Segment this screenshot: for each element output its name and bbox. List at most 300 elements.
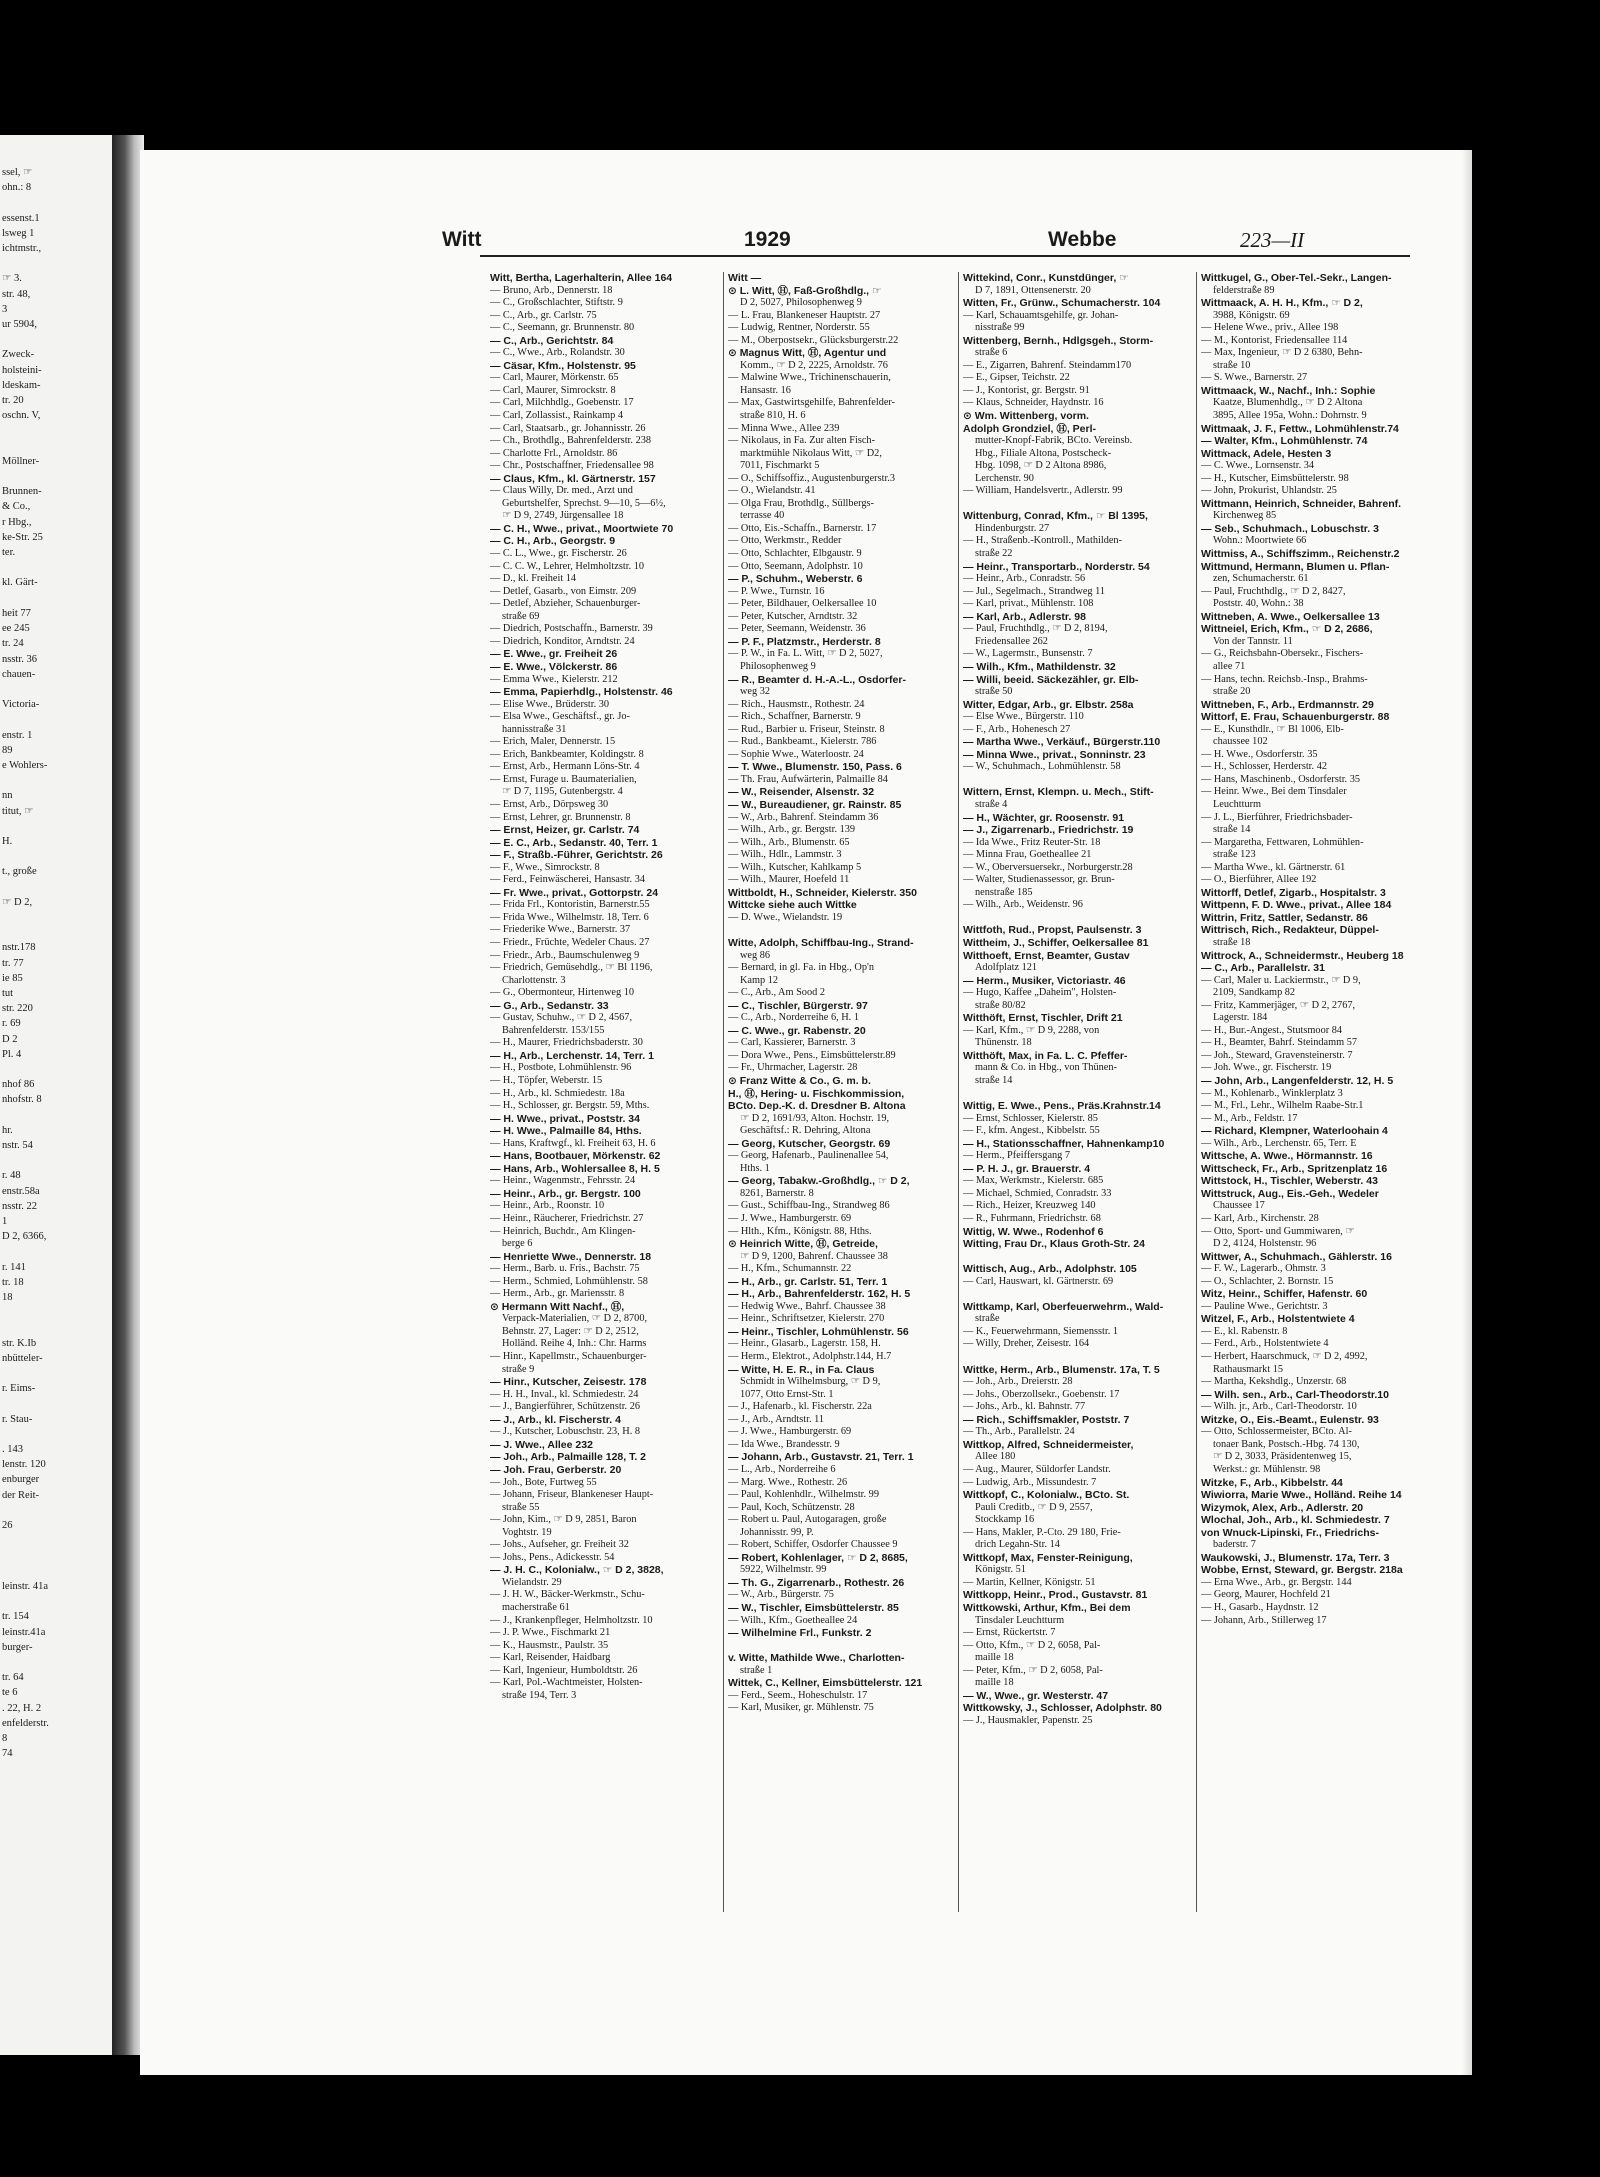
left-page-fragment: H. <box>2 835 13 847</box>
directory-entry: — Erich, Maler, Dennerstr. 15 <box>490 736 616 748</box>
page-edge-shadow <box>1462 150 1472 2075</box>
directory-entry: Wittpenn, F. D. Wwe., privat., Allee 184 <box>1201 899 1392 912</box>
left-page-fragment: lenstr. 120 <box>2 1459 46 1471</box>
directory-entry: — Otto, Sport- und Gummiwaren, ☞ <box>1201 1225 1355 1237</box>
left-page-fragment: nhofstr. 8 <box>2 1094 42 1106</box>
directory-entry: Geburtshelfer, Sprechst. 9—10, 5—6½, <box>502 497 666 509</box>
directory-entry: Kamp 12 <box>740 974 779 986</box>
directory-entry: Philosophenweg 9 <box>740 660 816 672</box>
directory-entry: — Hans, Bootbauer, Mörkenstr. 62 <box>490 1150 661 1163</box>
directory-entry: Wittkop, Alfred, Schneidermeister, <box>963 1438 1134 1451</box>
directory-entry: — J., Zigarrenarb., Friedrichstr. 19 <box>963 824 1134 837</box>
directory-entry: — Peter, Kutscher, Arndtstr. 32 <box>728 610 858 622</box>
directory-entry: — Wilh., Arb., gr. Bergstr. 139 <box>728 824 856 836</box>
directory-entry: — F., Straßb.-Führer, Gerichtstr. 26 <box>490 849 663 862</box>
directory-entry: — J. P. Wwe., Fischmarkt 21 <box>490 1627 611 1639</box>
left-page-fragment: ☞ D 2, <box>2 896 33 908</box>
left-facing-page-strip <box>0 135 118 2055</box>
left-page-fragment: enburger <box>2 1474 40 1486</box>
directory-entry: — Claus, Kfm., kl. Gärtnerstr. 157 <box>490 472 656 485</box>
left-page-fragment: titut, ☞ <box>2 805 34 817</box>
left-page-fragment: D 2 <box>2 1033 18 1045</box>
directory-entry: — William, Handelsvertr., Adlerstr. 99 <box>963 485 1123 497</box>
directory-entry: — J. Wwe., Hamburgerstr. 69 <box>728 1213 852 1225</box>
left-page-fragment <box>0 591 112 606</box>
directory-entry: — Witte, H. E. R., in Fa. Claus <box>728 1363 875 1376</box>
directory-entry: mann & Co. in Hbg., von Thünen- <box>975 1062 1117 1074</box>
directory-entry: — E., Zigarren, Bahrenf. Steindamm170 <box>963 359 1132 371</box>
directory-entry: — H., Kfm., Schumannstr. 22 <box>728 1263 852 1275</box>
directory-entry: Witthöft, Max, in Fa. L. C. Pfeffer- <box>963 1049 1128 1062</box>
directory-entry: Wittmack, Adele, Hesten 3 <box>1201 447 1332 460</box>
directory-entry: — W., Tischler, Eimsbüttelerstr. 85 <box>728 1601 899 1614</box>
directory-entry: von Wnuck-Lipinski, Fr., Friedrichs- <box>1201 1526 1379 1539</box>
left-page-fragment: nbütteler- <box>2 1352 43 1364</box>
left-page-fragment: tr. 18 <box>2 1276 24 1288</box>
directory-entry: — R., Beamter d. H.-A.-L., Osdorfer- <box>728 673 906 686</box>
directory-entry: zen, Schumacherstr. 61 <box>1213 573 1309 585</box>
directory-entry: — C. H., Wwe., privat., Moortwiete 70 <box>490 522 674 535</box>
directory-entry: Wittkowsky, J., Schlosser, Adolphstr. 80 <box>963 1702 1162 1715</box>
left-page-fragment: e Wohlers- <box>2 759 48 771</box>
directory-entry: — Friedr., Früchte, Wedeler Chaus. 27 <box>490 936 650 948</box>
directory-entry: Wittboldt, H., Schneider, Kielerstr. 350 <box>728 886 917 899</box>
left-page-fragment <box>0 256 112 271</box>
directory-entry: — H., Schlosser, Herderstr. 42 <box>1201 761 1327 773</box>
directory-entry: — Karl, Schauamtsgehilfe, gr. Johan- <box>963 309 1119 321</box>
directory-entry: — Th. G., Zigarrenarb., Rothestr. 26 <box>728 1576 905 1589</box>
directory-entry: tonaer Bank, Postsch.-Hbg. 74 130, <box>1213 1438 1360 1450</box>
directory-entry: — Joh. Frau, Gerberstr. 20 <box>490 1463 622 1476</box>
directory-entry: — Else Wwe., Bürgerstr. 110 <box>963 711 1084 723</box>
directory-entry: Kaatze, Blumenhdlg., ☞ D 2 Altona <box>1213 397 1363 409</box>
directory-entry: — Wilh., Arb., Blumenstr. 65 <box>728 836 850 848</box>
directory-entry: Wittenburg, Conrad, Kfm., ☞ Bl 1395, <box>963 510 1148 523</box>
left-page-fragment: r. 48 <box>2 1170 21 1182</box>
directory-entry: Wittneben, A. Wwe., Oelkersallee 13 <box>1201 610 1380 623</box>
directory-entry: — H. Wwe., Palmaille 84, Hths. <box>490 1125 642 1138</box>
directory-entry: ⊙ L. Witt, Ⓗ, Faß-Großhdlg., ☞ <box>728 284 882 297</box>
directory-entry: Charlottenstr. 3 <box>502 974 566 986</box>
directory-entry: — Heinr., Arb., Conradstr. 56 <box>963 573 1086 585</box>
directory-entry: — Robert, Kohlenlager, ☞ D 2, 8685, <box>728 1551 908 1564</box>
left-page-fragment <box>0 1503 112 1518</box>
directory-entry: — Karl, Musiker, gr. Mühlenstr. 75 <box>728 1702 874 1714</box>
directory-entry: straße <box>975 1313 1000 1325</box>
directory-entry: — C. Wwe., gr. Rabenstr. 20 <box>728 1024 866 1037</box>
left-page-fragment: ssel, ☞ <box>2 167 33 178</box>
left-page-fragment: tr. 20 <box>2 395 24 407</box>
directory-entry: — O., Schlachter, 2. Bornstr. 15 <box>1201 1275 1334 1287</box>
directory-entry: — H., Schlosser, gr. Bergstr. 59, Mths. <box>490 1100 650 1112</box>
directory-entry: — Marg. Wwe., Rothestr. 26 <box>728 1476 848 1488</box>
directory-entry: Hindenburgstr. 27 <box>975 522 1050 534</box>
directory-entry: — Ernst, Schlosser, Kielerstr. 85 <box>963 1112 1098 1124</box>
directory-entry: — Wilh. sen., Arb., Carl-Theodorstr.10 <box>1201 1388 1389 1401</box>
directory-entry: Friedensallee 262 <box>975 635 1048 647</box>
directory-entry: — Minna Wwe., privat., Sonninstr. 23 <box>963 748 1146 761</box>
directory-entry: — J., Bangierführer, Schützenstr. 26 <box>490 1401 641 1413</box>
directory-entry: — H., Arb., Bahrenfelderstr. 162, H. 5 <box>728 1288 911 1301</box>
directory-entry: — J., Krankenpfleger, Helmholtzstr. 10 <box>490 1614 653 1626</box>
left-page-fragment <box>0 712 112 727</box>
directory-entry: — H., Bur.-Angest., Stutsmoor 84 <box>1201 1024 1343 1036</box>
directory-entry: — Otto, Schlossermeister, BCto. Al- <box>1201 1426 1352 1438</box>
directory-entry: Wittkopf, C., Kolonialw., BCto. St. <box>963 1489 1130 1502</box>
directory-entry: Wittcke siehe auch Wittke <box>728 899 857 912</box>
directory-entry: — Heinr., Arb., Roonstr. 10 <box>490 1200 605 1212</box>
directory-entry: — Ch., Brothdlg., Bahrenfelderstr. 238 <box>490 435 652 447</box>
left-page-fragment <box>0 849 112 864</box>
directory-entry: — Aug., Maurer, Süldorfer Landstr. <box>963 1463 1111 1475</box>
directory-entry: — Carl, Kassierer, Barnerstr. 3 <box>728 1037 856 1049</box>
directory-entry: — L., Arb., Norderreihe 6 <box>728 1463 836 1475</box>
directory-entry: Von der Tannstr. 11 <box>1213 635 1293 647</box>
directory-entry: — C., Arb., gr. Carlstr. 75 <box>490 309 597 321</box>
directory-entry: Witter, Edgar, Arb., gr. Elbstr. 258a <box>963 698 1134 711</box>
directory-entry: — Erna Wwe., Arb., gr. Bergstr. 144 <box>1201 1576 1352 1588</box>
directory-entry: Behnstr. 27, Lager: ☞ D 2, 2512, <box>502 1325 639 1337</box>
directory-entry: Wittmiss, A., Schiffszimm., Reichenstr.2 <box>1201 548 1400 561</box>
left-page-fragment <box>0 560 112 575</box>
directory-entry: ☞ D 9, 2749, Jürgensallee 18 <box>502 510 624 522</box>
directory-entry: Wittorff, Detlef, Zigarb., Hospitalstr. 3 <box>1201 886 1386 899</box>
directory-entry: — Heinr., Tischler, Lohmühlenstr. 56 <box>728 1325 909 1338</box>
directory-entry: — W., Arb., Bürgerstr. 75 <box>728 1589 834 1601</box>
directory-entry: ☞ D 2, 3033, Präsidentenweg 15, <box>1213 1451 1352 1463</box>
directory-entry: Leuchtturm <box>1213 798 1262 810</box>
directory-entry: Lerchenstr. 90 <box>975 472 1034 484</box>
directory-entry: — Olga Frau, Brothdlg., Süllbergs- <box>728 497 874 509</box>
directory-entry: — Paul, Fruchthdlg., ☞ D 2, 8427, <box>1201 585 1346 597</box>
directory-entry: — H. Wwe., privat., Poststr. 34 <box>490 1112 640 1125</box>
directory-entry: Poststr. 40, Wohn.: 38 <box>1213 598 1304 610</box>
left-page-fragment: r. 69 <box>2 1018 21 1030</box>
directory-entry: Wobbe, Ernst, Steward, gr. Bergstr. 218a <box>1201 1564 1403 1577</box>
left-page-fragment: str. K.Ib <box>2 1337 37 1349</box>
directory-entry: ⊙ Franz Witte & Co., G. m. b. <box>728 1075 871 1087</box>
directory-entry: — Fritz, Kammerjäger, ☞ D 2, 2767, <box>1201 999 1356 1011</box>
directory-entry: — Walter, Studienassessor, gr. Brun- <box>963 874 1115 886</box>
directory-entry: — Elise Wwe., Brüderstr. 30 <box>490 698 610 710</box>
directory-entry: — Hans, Kraftwgf., kl. Freiheit 63, H. 6 <box>490 1137 656 1149</box>
directory-entry: — E. Wwe., Völckerstr. 86 <box>490 660 618 673</box>
directory-entry: — Karl, Ingenieur, Humboldtstr. 26 <box>490 1664 638 1676</box>
directory-entry: Wittmaack, A. H. H., Kfm., ☞ D 2, <box>1201 297 1363 310</box>
left-page-fragment: nsstr. 22 <box>2 1200 38 1212</box>
directory-entry: Geschäftsf.: R. Dehring, Altona <box>740 1125 871 1137</box>
directory-entry: — Peter, Bildhauer, Oelkersallee 10 <box>728 598 877 610</box>
directory-entry: 2109, Sandkamp 82 <box>1213 987 1296 999</box>
directory-entry: — Georg, Kutscher, Georgstr. 69 <box>728 1137 891 1150</box>
left-page-fragment <box>0 1305 112 1320</box>
directory-entry: — F., Arb., Hohenesch 27 <box>963 723 1071 735</box>
left-page-fragment: ohn.: 8 <box>2 182 32 194</box>
directory-entry: Wittekind, Conr., Kunstdünger, ☞ <box>963 272 1129 284</box>
directory-entry: — Wilh., Kfm., Goetheallee 24 <box>728 1614 858 1626</box>
left-page-fragment: 74 <box>2 1748 13 1760</box>
directory-entry: — Herm., Pfeiffersgang 7 <box>963 1150 1071 1162</box>
directory-entry: Königstr. 51 <box>975 1564 1026 1576</box>
column-divider <box>1196 272 1197 1912</box>
directory-entry: ☞ D 2, 1691/93, Alton. Hochstr. 19, <box>740 1112 890 1124</box>
column-divider <box>958 272 959 1912</box>
directory-entry: — Friedr., Arb., Baumschulenweg 9 <box>490 949 640 961</box>
directory-entry: — Georg, Tabakw.-Großhdlg., ☞ D 2, <box>728 1175 910 1188</box>
directory-entry: — M., Oberpostsekr., Glücksburgerstr.22 <box>728 334 899 346</box>
directory-entry: — Seb., Schuhmach., Lobuschstr. 3 <box>1201 522 1379 535</box>
directory-entry: — H., Straßenb.-Kontroll., Mathilden- <box>963 535 1123 547</box>
directory-entry: — C., Seemann, gr. Brunnenstr. 80 <box>490 322 635 334</box>
left-page-fragment: tr. 24 <box>2 638 24 650</box>
directory-entry: — Karl, Pol.-Wachtmeister, Holsten- <box>490 1677 643 1689</box>
left-page-fragment <box>0 773 112 788</box>
directory-entry: — Friederike Wwe., Barnerstr. 37 <box>490 924 631 936</box>
directory-entry: — Joh., Steward, Gravensteinerstr. 7 <box>1201 1049 1353 1061</box>
left-page-fragment: ke-Str. 25 <box>2 531 43 543</box>
directory-entry: — Karl, Reisender, Haidbarg <box>490 1652 611 1664</box>
directory-entry: — Martha Wwe., Verkäuf., Bürgerstr.110 <box>963 736 1161 749</box>
directory-entry: nenstraße 185 <box>975 886 1033 898</box>
directory-entry: — P. W., in Fa. L. Witt, ☞ D 2, 5027, <box>728 648 883 660</box>
directory-entry: Witzke, O., Eis.-Beamt., Eulenstr. 93 <box>1201 1413 1379 1426</box>
directory-entry: — Johann, Friseur, Blankeneser Haupt- <box>490 1489 654 1501</box>
left-page-fragment <box>0 1533 112 1548</box>
left-page-fragment: enstr.58a <box>2 1185 40 1197</box>
directory-entry: — Detlef, Gasarb., von Eimstr. 209 <box>490 585 637 597</box>
directory-page <box>140 150 1470 2075</box>
directory-entry: felderstraße 89 <box>1213 284 1275 296</box>
directory-entry: maille 18 <box>975 1677 1014 1689</box>
directory-entry: — W., Wwe., gr. Westerstr. 47 <box>963 1689 1109 1702</box>
directory-entry: — Frida Frl., Kontoristin, Barnerstr.55 <box>490 899 650 911</box>
left-page-fragment <box>0 880 112 895</box>
directory-entry: — Fr., Uhrmacher, Lagerstr. 28 <box>728 1062 858 1074</box>
directory-entry: straße 22 <box>975 548 1013 560</box>
directory-entry: — Herm., Schmied, Lohmühlenstr. 58 <box>490 1275 648 1287</box>
directory-entry: — Johann, Arb., Gustavstr. 21, Terr. 1 <box>728 1451 914 1464</box>
directory-entry: Kirchenweg 85 <box>1213 510 1277 522</box>
directory-entry: — Max, Ingenieur, ☞ D 2 6380, Behn- <box>1201 347 1363 359</box>
directory-entry: — Joh., Arb., Palmaille 128, T. 2 <box>490 1451 647 1464</box>
directory-entry: — Rich., Schiffsmakler, Poststr. 7 <box>963 1413 1130 1426</box>
header-right-word: Webbe <box>1048 228 1117 251</box>
directory-entry: — Heinr., Transportarb., Norderstr. 54 <box>963 560 1150 573</box>
left-page-fragment: essenst.1 <box>2 212 40 224</box>
directory-entry: — T. Wwe., Blumenstr. 150, Pass. 6 <box>728 761 902 774</box>
directory-entry: — John, Prokurist, Uhlandstr. 25 <box>1201 485 1337 497</box>
left-page-fragment: Victoria- <box>2 699 40 711</box>
directory-entry: — Ernst, Furage u. Baumaterialien, <box>490 773 637 785</box>
directory-entry: — Elsa Wwe., Geschäftsf., gr. Jo- <box>490 711 630 723</box>
left-page-fragment: . 143 <box>2 1444 23 1456</box>
directory-entry: Rathausmarkt 15 <box>1213 1363 1284 1375</box>
directory-entry: Chaussee 17 <box>1213 1200 1265 1212</box>
directory-entry: straße 55 <box>502 1501 540 1513</box>
directory-entry: Hbg., Filiale Altona, Postscheck- <box>975 447 1112 459</box>
directory-entry: straße 10 <box>1213 359 1251 371</box>
directory-entry: — D. Wwe., Wielandstr. 19 <box>728 911 843 923</box>
directory-entry: — M., Arb., Feldstr. 17 <box>1201 1112 1298 1124</box>
directory-entry: Wittmaack, W., Nachf., Inh.: Sophie <box>1201 384 1376 397</box>
left-page-fragment: ter. <box>2 547 16 559</box>
left-page-fragment: holsteini- <box>2 364 42 376</box>
left-page-fragment: nn <box>2 790 13 802</box>
left-page-fragment: enfelderstr. <box>2 1717 49 1729</box>
directory-entry: 3895, Allee 195a, Wohn.: Dohrnstr. 9 <box>1213 410 1367 422</box>
directory-entry: — Th., Arb., Parallelstr. 24 <box>963 1426 1075 1438</box>
directory-entry: — Carl, Maurer, Simrockstr. 8 <box>490 384 616 396</box>
directory-entry: — Herbert, Haarschmuck, ☞ D 2, 4992, <box>1201 1351 1368 1363</box>
directory-entry: Witt, Bertha, Lagerhalterin, Allee 164 <box>490 272 673 284</box>
left-page-fragment <box>0 423 112 438</box>
directory-entry: — Jul., Segelmach., Strandweg 11 <box>963 585 1106 597</box>
directory-entry: — Karl, Arb., Kirchenstr. 28 <box>1201 1213 1319 1225</box>
directory-entry: — J., Arb., kl. Fischerstr. 4 <box>490 1413 621 1426</box>
directory-entry <box>963 1088 1191 1101</box>
directory-entry: — Martha Wwe., kl. Gärtnerstr. 61 <box>1201 861 1346 873</box>
directory-entry: straße 810, H. 6 <box>740 410 806 422</box>
directory-entry: BCto. Dep.-K. d. Dresdner B. Altona <box>728 1100 906 1113</box>
left-page-fragment: heit 77 <box>2 607 31 619</box>
directory-entry: — Otto, Eis.-Schaffn., Barnerstr. 17 <box>728 522 877 534</box>
directory-entry: 1077, Otto Ernst-Str. 1 <box>740 1388 834 1400</box>
left-page-fragment: nsstr. 36 <box>2 653 38 665</box>
directory-entry: — G., Arb., Sedanstr. 33 <box>490 999 609 1012</box>
directory-entry: ⊙ Magnus Witt, Ⓗ, Agentur und <box>728 347 887 360</box>
directory-entry: — J. Wwe., Hamburgerstr. 69 <box>728 1426 852 1438</box>
directory-entry: — Ferd., Seem., Hoheschulstr. 17 <box>728 1689 868 1701</box>
directory-entry: — G., Obermonteur, Hirtenweg 10 <box>490 987 634 999</box>
directory-entry: — Minna Wwe., Allee 239 <box>728 422 840 434</box>
directory-entry: — H. Wwe., Osdorferstr. 35 <box>1201 748 1318 760</box>
left-page-fragment: ie 85 <box>2 972 23 984</box>
directory-entry: Wittstock, H., Tischler, Weberstr. 43 <box>1201 1175 1378 1188</box>
directory-entry: — E., Kunsthdlr., ☞ Bl 1006, Elb- <box>1201 723 1344 735</box>
directory-entry: — H., Beamter, Bahrf. Steindamm 57 <box>1201 1037 1358 1049</box>
directory-entry: Wittke, Herm., Arb., Blumenstr. 17a, T. 5 <box>963 1363 1160 1376</box>
left-page-fragment: Zweck- <box>2 349 35 361</box>
directory-entry: — E., Gipser, Teichstr. 22 <box>963 372 1070 384</box>
directory-entry: — F., Wwe., Simrockstr. 8 <box>490 861 600 873</box>
directory-entry: Wittrin, Fritz, Sattler, Sedanstr. 86 <box>1201 911 1368 924</box>
directory-entry: Hths. 1 <box>740 1162 770 1174</box>
directory-entry: — Paul, Koch, Schützenstr. 28 <box>728 1501 855 1513</box>
directory-entry: straße 69 <box>502 610 540 622</box>
directory-entry: — S. Wwe., Barnerstr. 27 <box>1201 372 1308 384</box>
directory-entry: — C., Großschlachter, Stiftstr. 9 <box>490 297 623 309</box>
directory-entry: — W., Bureaudiener, gr. Rainstr. 85 <box>728 798 902 811</box>
directory-entry: — H., Töpfer, Weberstr. 15 <box>490 1075 603 1086</box>
directory-entry: straße 6 <box>975 347 1008 359</box>
directory-entry: — E. Wwe., gr. Freiheit 26 <box>490 648 618 661</box>
directory-entry: — Detlef, Abzieher, Schauenburger- <box>490 598 641 610</box>
directory-entry: — Joh. Wwe., gr. Fischerstr. 19 <box>1201 1062 1332 1074</box>
directory-entry: v. Witte, Mathilde Wwe., Charlotten- <box>728 1652 905 1665</box>
directory-entry: — H., Arb., Lerchenstr. 14, Terr. 1 <box>490 1049 654 1062</box>
directory-entry: — Carl, Staatsarb., gr. Johannisstr. 26 <box>490 422 646 434</box>
directory-entry: Thünenstr. 18 <box>975 1037 1032 1049</box>
directory-entry: Wittneiel, Erich, Kfm., ☞ D 2, 2686, <box>1201 623 1373 636</box>
directory-entry: Wielandstr. 29 <box>502 1576 562 1588</box>
directory-entry: — Rud., Barbier u. Friseur, Steinstr. 8 <box>728 723 885 735</box>
left-page-fragment: nstr.178 <box>2 942 36 954</box>
left-page-fragment: tut <box>2 987 14 999</box>
directory-entry: — Minna Frau, Goetheallee 21 <box>963 849 1092 861</box>
directory-entry: — W., Schuhmach., Lohmühlenstr. 58 <box>963 761 1121 773</box>
directory-entry: — Wilh., Kfm., Mathildenstr. 32 <box>963 660 1116 673</box>
directory-entry: Wittkopf, Max, Fenster-Reinigung, <box>963 1551 1133 1564</box>
directory-entry: — C., Tischler, Bürgerstr. 97 <box>728 999 868 1012</box>
directory-entry: chaussee 102 <box>1213 736 1268 748</box>
directory-entry: Voghtstr. 19 <box>502 1526 552 1538</box>
left-page-fragment: tr. 77 <box>2 957 24 969</box>
header-page-number: 223—II <box>1240 228 1305 252</box>
directory-entry: — Carl, Maurer, Mörkenstr. 65 <box>490 372 619 384</box>
directory-entry: — K., Hausmstr., Paulstr. 35 <box>490 1639 609 1651</box>
directory-entry: — C., Wwe., Arb., Rolandstr. 30 <box>490 347 625 359</box>
directory-entry: — Johs., Aufseher, gr. Freiheit 32 <box>490 1539 629 1551</box>
directory-entry: — W., Oberversuersekr., Norburgerstr.28 <box>963 861 1133 873</box>
directory-entry: — M., Frl., Lehr., Wilhelm Raabe-Str.1 <box>1201 1100 1364 1112</box>
left-page-fragment <box>0 819 112 834</box>
directory-entry: — Rich., Heizer, Kreuzweg 140 <box>963 1200 1096 1212</box>
directory-entry: — Heinr., Arb., gr. Bergstr. 100 <box>490 1187 641 1200</box>
left-page-fragment: Brunnen- <box>2 486 42 498</box>
directory-entry: — Hedwig Wwe., Bahrf. Chaussee 38 <box>728 1300 886 1312</box>
directory-entry: Wohn.: Moortwiete 66 <box>1213 535 1307 547</box>
directory-entry: — Heinr., Räucherer, Friedrichstr. 27 <box>490 1213 644 1225</box>
directory-entry: Holländ. Reihe 4, Inh.: Chr. Harms <box>502 1338 647 1350</box>
directory-entry: — H., Stationsschaffner, Hahnenkamp10 <box>963 1137 1165 1150</box>
directory-entry: — W., Arb., Bahrenf. Steindamm 36 <box>728 811 879 823</box>
directory-entry: — Ferd., Feinwäscherei, Hansastr. 34 <box>490 874 645 886</box>
header-year: 1929 <box>744 228 791 251</box>
directory-entry: — F. W., Lagerarb., Ohmstr. 3 <box>1201 1263 1326 1275</box>
directory-entry: — Karl, Kfm., ☞ D 9, 2288, von <box>963 1024 1100 1036</box>
directory-entry: Witthoeft, Ernst, Beamter, Gustav <box>963 949 1130 962</box>
directory-entry: — J. H. C., Kolonialw., ☞ D 2, 3828, <box>490 1564 664 1577</box>
left-page-fragment <box>0 1594 112 1609</box>
directory-entry: 7011, Fischmarkt 5 <box>740 460 820 472</box>
left-page-fragment <box>0 1427 112 1442</box>
left-page-fragment <box>0 1244 112 1259</box>
left-page-fragment: str. 48, <box>2 288 31 300</box>
directory-entry <box>963 1351 1191 1364</box>
directory-entry: — Malwine Wwe., Trichinenschauerin, <box>728 372 891 384</box>
directory-entry: — Diedrich, Postschaffn., Barnerstr. 39 <box>490 623 653 635</box>
directory-entry: — Herm., Musiker, Victoriastr. 46 <box>963 974 1126 987</box>
directory-entry: — Hlth., Kfm., Königstr. 88, Hths. <box>728 1225 872 1237</box>
left-page-fragment: 1 <box>2 1216 8 1228</box>
directory-entry: — J., Kontorist, gr. Bergstr. 91 <box>963 384 1090 396</box>
directory-entry: — M., Kohlenarb., Winklerplatz 3 <box>1201 1087 1343 1099</box>
directory-entry <box>963 498 1191 511</box>
directory-entry: — Hinr., Kapellmstr., Schauenburger- <box>490 1351 647 1363</box>
directory-entry: — Carl, Milchhdlg., Goebenstr. 17 <box>490 397 634 409</box>
directory-entry: Wittkamp, Karl, Oberfeuerwehrm., Wald- <box>963 1300 1164 1313</box>
left-page-fragment <box>0 1062 112 1077</box>
directory-entry: — Joh., Arb., Dreierstr. 28 <box>963 1376 1073 1388</box>
directory-entry: — H., Postbote, Lohmühlenstr. 96 <box>490 1062 632 1074</box>
directory-entry: — Claus Willy, Dr. med., Arzt und <box>490 485 633 497</box>
directory-entry <box>728 1640 953 1653</box>
left-page-fragment: . 22, H. 2 <box>2 1702 42 1714</box>
directory-column-2 <box>728 272 953 1912</box>
directory-entry: — Henriette Wwe., Dennerstr. 18 <box>490 1250 652 1263</box>
directory-column-1 <box>490 272 718 1912</box>
directory-entry: Witz, Heinr., Schiffer, Hafenstr. 60 <box>1201 1288 1368 1301</box>
